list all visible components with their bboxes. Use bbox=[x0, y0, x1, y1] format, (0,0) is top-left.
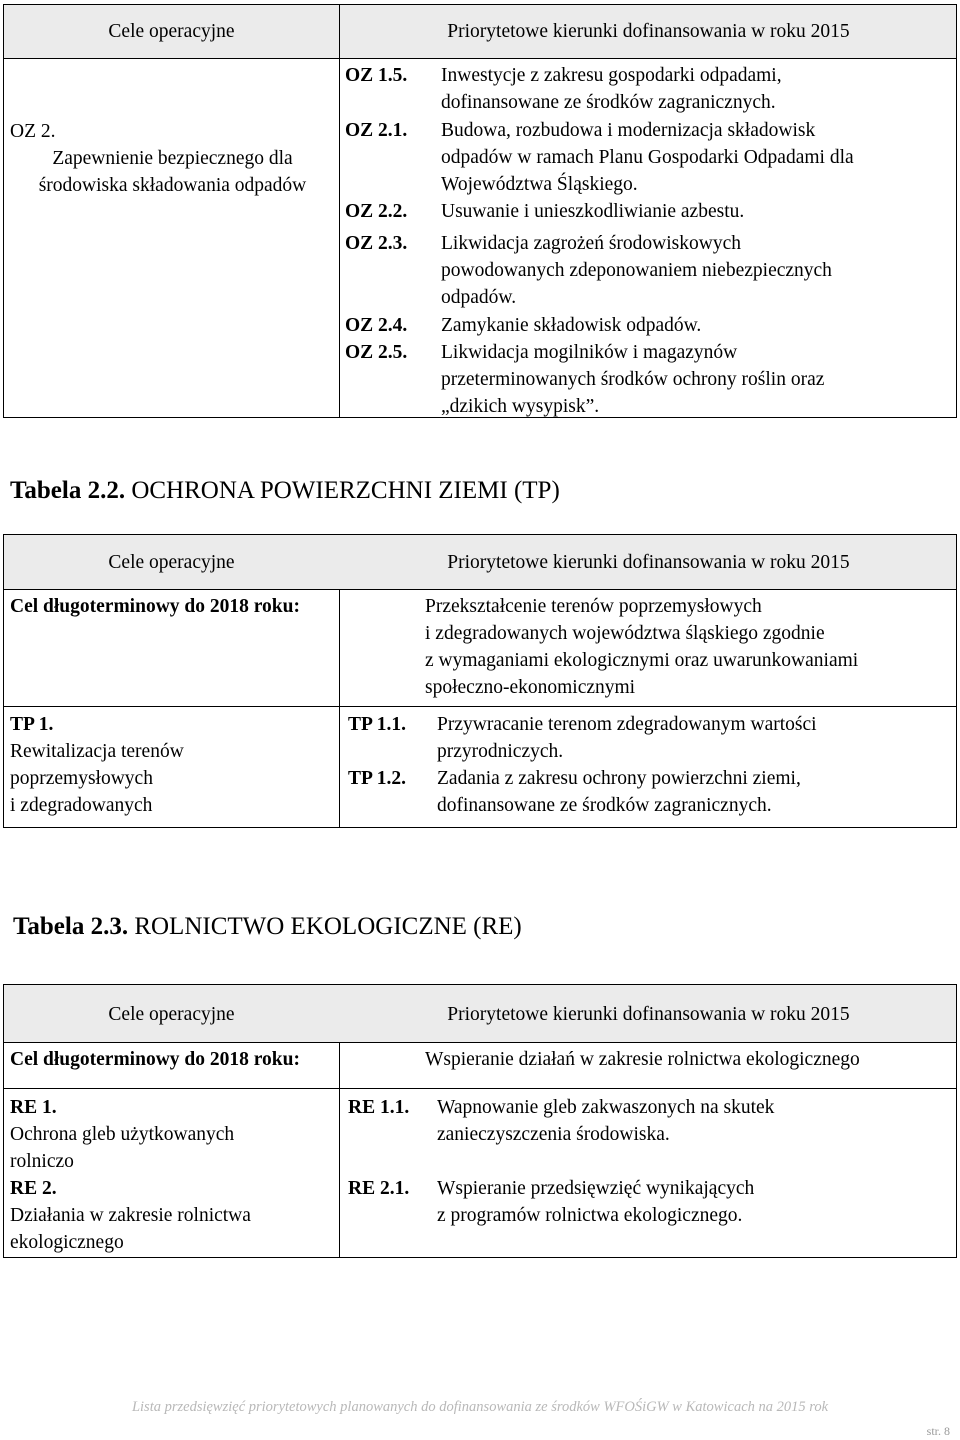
row-divider bbox=[4, 706, 956, 707]
goal-text-line: Ochrona gleb użytkowanych bbox=[10, 1124, 235, 1145]
header-priorytetowe: Priorytetowe kierunki dofinansowania w roku 2015 bbox=[447, 21, 850, 42]
header-priorytetowe: Priorytetowe kierunki dofinansowania w roku 2015 bbox=[447, 552, 850, 573]
goal-code: OZ 2. bbox=[10, 121, 56, 142]
column-divider bbox=[339, 589, 340, 827]
item-code: OZ 2.4. bbox=[345, 315, 408, 336]
item-desc: Przywracanie terenom zdegradowanym wartości przyrodniczych. bbox=[437, 714, 817, 762]
item-desc: Likwidacja zagrożeń środowiskowych powodowanych zdeponowaniem niebezpiecznych odpadów. bbox=[441, 233, 832, 308]
item-code: OZ 2.5. bbox=[345, 342, 408, 363]
item-desc: Likwidacja mogilników i magazynów przeterminowanych środków ochrony roślin oraz „dzikich wysypisk”. bbox=[441, 342, 825, 417]
item-code: OZ 2.2. bbox=[345, 201, 408, 222]
goal-code: RE 2. bbox=[10, 1178, 57, 1199]
item-code: RE 1.1. bbox=[348, 1097, 410, 1118]
item-code: OZ 1.5. bbox=[345, 65, 408, 86]
goal-text-line: rolniczo bbox=[10, 1151, 74, 1172]
item-code: RE 2.1. bbox=[348, 1178, 410, 1199]
table-caption bbox=[13, 914, 522, 939]
goal-text-line: poprzemysłowych bbox=[10, 768, 153, 789]
column-divider bbox=[339, 1042, 340, 1257]
goal-text-line: Działania w zakresie rolnictwa bbox=[10, 1205, 251, 1226]
goal-code: RE 1. bbox=[10, 1097, 57, 1118]
item-code: OZ 2.1. bbox=[345, 120, 408, 141]
goal-re1 bbox=[10, 1094, 251, 1256]
goal-text-line: środowiska składowania odpadów bbox=[38, 175, 307, 196]
longterm-label: Cel długoterminowy do 2018 roku: bbox=[10, 1049, 300, 1070]
table-re bbox=[3, 984, 957, 1258]
item-desc: Wapnowanie gleb zakwaszonych na skutek zanieczyszczenia środowiska. bbox=[437, 1097, 775, 1145]
table-tp bbox=[3, 534, 957, 828]
item-desc: Inwestycje z zakresu gospodarki odpadami, dofinansowane ze środków zagranicznych. bbox=[441, 65, 782, 113]
item-code: OZ 2.3. bbox=[345, 233, 408, 254]
goal-text-line: Zapewnienie bezpiecznego dla bbox=[52, 148, 293, 169]
goal-code: TP 1. bbox=[10, 714, 54, 735]
header-cele: Cele operacyjne bbox=[108, 21, 235, 42]
caption-label: Tabela 2.3. bbox=[13, 913, 129, 940]
header-cele: Cele operacyjne bbox=[108, 552, 235, 573]
caption-title: OCHRONA POWIERZCHNI ZIEMI (TP) bbox=[131, 477, 560, 504]
table-oz bbox=[3, 4, 957, 418]
page-number: str. 8 bbox=[926, 1424, 950, 1438]
table-caption bbox=[10, 478, 560, 503]
header-priorytetowe: Priorytetowe kierunki dofinansowania w roku 2015 bbox=[447, 1004, 850, 1025]
item-desc: Zamykanie składowisk odpadów. bbox=[441, 315, 702, 336]
longterm-text: Wspieranie działań w zakresie rolnictwa ekologicznego bbox=[425, 1049, 860, 1070]
item-desc: Budowa, rozbudowa i modernizacja składowisk odpadów w ramach Planu Gospodarki Odpadami dla Województwa Śląskiego. bbox=[441, 120, 854, 195]
row-divider bbox=[4, 1088, 956, 1089]
column-divider bbox=[339, 5, 340, 417]
goal-text-line: Rewitalizacja terenów bbox=[10, 741, 184, 762]
caption-title: ROLNICTWO EKOLOGICZNE (RE) bbox=[134, 913, 522, 940]
item-code: TP 1.2. bbox=[348, 768, 406, 789]
page-footer: Lista przedsięwzięć priorytetowych planowanych do dofinansowania ze środków WFOŚiGW w Katowicach na 2015 rok bbox=[131, 1399, 829, 1415]
goal-text-line: i zdegradowanych bbox=[10, 795, 153, 816]
goal-tp1 bbox=[10, 711, 184, 819]
item-desc: Wspieranie przedsięwzięć wynikających z programów rolnictwa ekologicznego. bbox=[437, 1178, 755, 1226]
item-desc: Usuwanie i unieszkodliwianie azbestu. bbox=[441, 201, 745, 222]
caption-label: Tabela 2.2. bbox=[10, 477, 126, 504]
item-desc: Zadania z zakresu ochrony powierzchni ziemi, dofinansowane ze środków zagranicznych. bbox=[437, 768, 801, 816]
goal-text-line: ekologicznego bbox=[10, 1232, 124, 1253]
item-code: TP 1.1. bbox=[348, 714, 406, 735]
header-cele: Cele operacyjne bbox=[108, 1004, 235, 1025]
longterm-label: Cel długoterminowy do 2018 roku: bbox=[10, 596, 300, 617]
longterm-text: Przekształcenie terenów poprzemysłowych i zdegradowanych województwa śląskiego zgodnie z wymaganiami ekologicznymi oraz uwarunkowaniami społeczno-ekonomicznymi bbox=[425, 596, 859, 698]
goal-oz2 bbox=[10, 118, 335, 199]
